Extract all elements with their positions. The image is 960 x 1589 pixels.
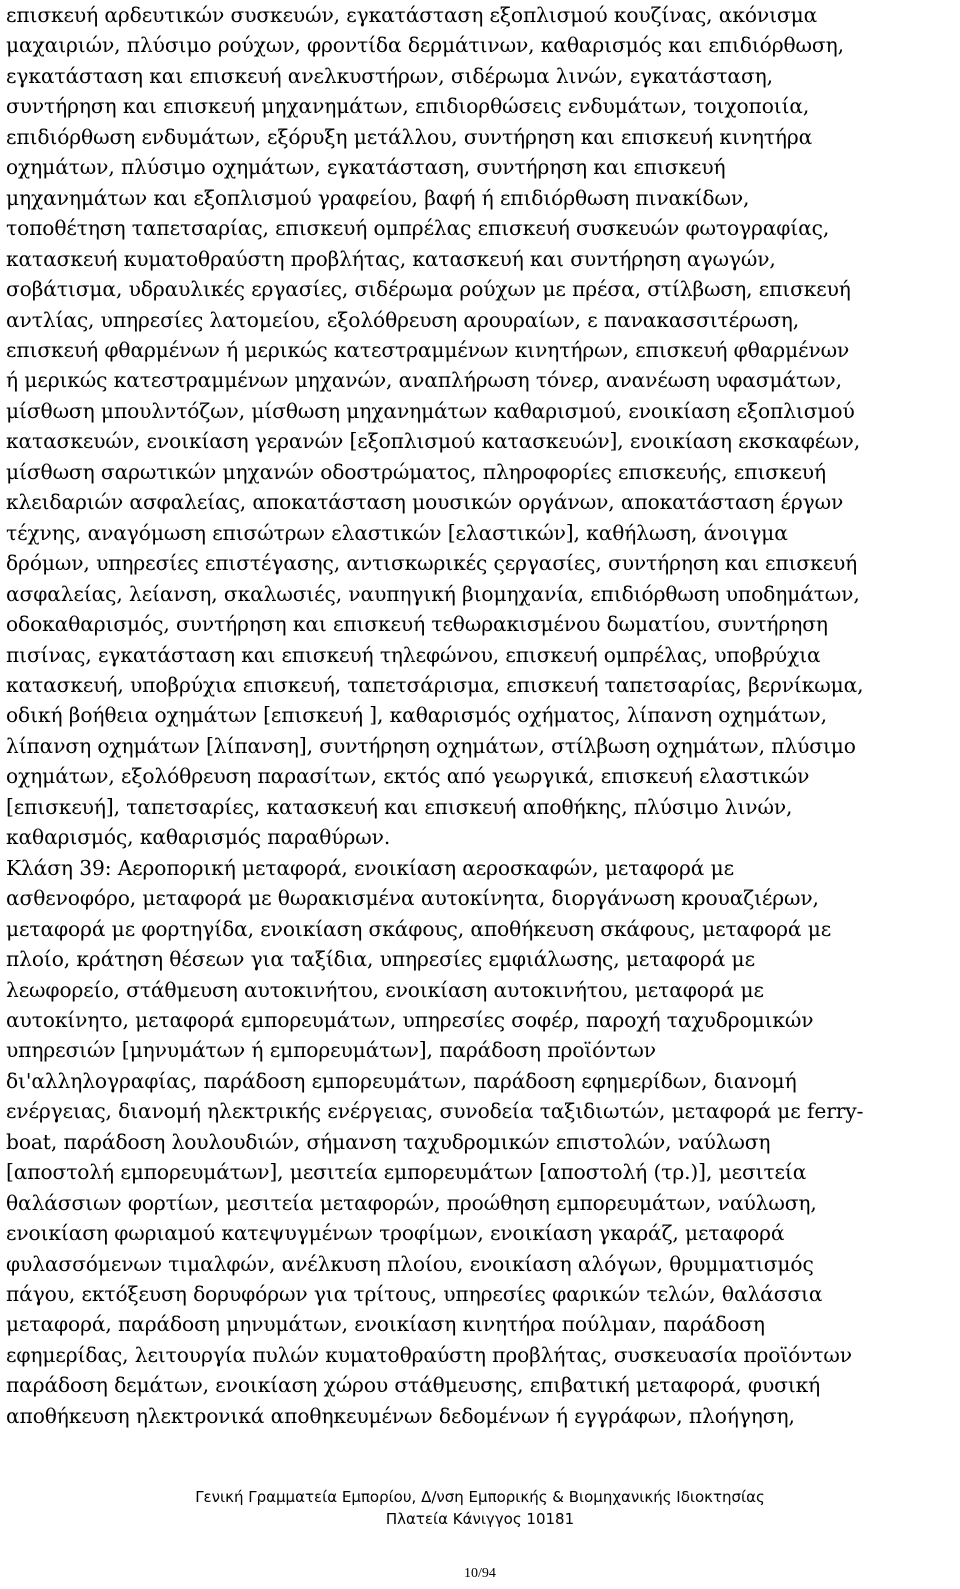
text-line: δρόμων, υπηρεσίες επιστέγασης, αντισκωρικές ςεργασίες, συντήρηση και επισκευή (6, 551, 858, 576)
text-line: οχημάτων, εξολόθρευση παρασίτων, εκτός από γεωργικά, επισκευή ελαστικών (6, 764, 810, 789)
text-line: μαχαιριών, πλύσιμο ρούχων, φροντίδα δερμάτινων, καθαρισμός και επιδιόρθωση, (6, 33, 844, 58)
text-line: λίπανση οχημάτων [λίπανση], συντήρηση οχημάτων, στίλβωση οχημάτων, πλύσιμο (6, 733, 856, 758)
text-line: μεταφορά με φορτηγίδα, ενοικίαση σκάφους, αποθήκευση σκάφους, μεταφορά με (6, 916, 832, 941)
text-line: ή μερικώς κατεστραμμένων μηχανών, αναπλήρωση τόνερ, ανανέωση υφασμάτων, (6, 368, 842, 393)
text-line: συντήρηση και επισκευή μηχανημάτων, επιδιορθώσεις ενδυμάτων, τοιχοποιία, (6, 94, 810, 119)
text-line: σοβάτισμα, υδραυλικές εργασίες, σιδέρωμα ρούχων με πρέσα, στίλβωση, επισκευή (6, 277, 851, 302)
text-line: αποθήκευση ηλεκτρονικά αποθηκευμένων δεδομένων ή εγγράφων, πλοήγηση, (6, 1403, 795, 1428)
body-text (6, 0, 954, 1431)
text-line: [επισκευή], ταπετσαρίες, κατασκευή και επισκευή αποθήκης, πλύσιμο λινών, (6, 794, 793, 819)
text-line: λεωφορείο, στάθμευση αυτοκινήτου, ενοικίαση αυτοκινήτου, μεταφορά με (6, 977, 764, 1002)
text-line: αντλίας, υπηρεσίες λατομείου, εξολόθρευση αρουραίων, ε πανακασσιτέρωση, (6, 307, 800, 332)
text-line: εφημερίδας, λειτουργία πυλών κυματοθραύστη προβλήτας, συσκευασία προϊόντων (6, 1342, 852, 1367)
text-line: παράδοση δεμάτων, ενοικίαση χώρου στάθμευσης, επιβατική μεταφορά, φυσική (6, 1373, 821, 1398)
text-line: πισίνας, εγκατάσταση και επισκευή τηλεφώνου, επισκευή ομπρέλας, υποβρύχια (6, 642, 821, 667)
page-number: 10/94 (464, 1566, 496, 1581)
text-line: οδική βοήθεια οχημάτων [επισκευή ], καθαρισμός οχήματος, λίπανση οχημάτων, (6, 703, 827, 728)
text-line: δι'αλληλογραφίας, παράδοση εμπορευμάτων, παράδοση εφημερίδων, διανομή (6, 1068, 797, 1093)
text-line: ενοικίαση φωριαμού κατεψυγμένων τροφίμων, ενοικίαση γκαράζ, μεταφορά (6, 1221, 785, 1246)
text-line: οχημάτων, πλύσιμο οχημάτων, εγκατάσταση, συντήρηση και επισκευή (6, 155, 726, 180)
text-line: κατασκευή κυματοθραύστη προβλήτας, κατασκευή και συντήρηση αγωγών, (6, 246, 776, 271)
text-line: μηχανημάτων και εξοπλισμού γραφείου, βαφή ή επιδιόρθωση πινακίδων, (6, 185, 750, 210)
text-line: boat, παράδοση λουλουδιών, σήμανση ταχυδρομικών επιστολών, ναύλωση (6, 1129, 771, 1154)
text-line: μίσθωση σαρωτικών μηχανών οδοστρώματος, πληροφορίες επισκευής, επισκευή (6, 459, 826, 484)
page-footer (0, 1486, 960, 1530)
text-line: ασθενοφόρο, μεταφορά με θωρακισμένα αυτοκίνητα, διοργάνωση κρουαζιέρων, (6, 886, 819, 911)
footer-organization: Γενική Γραμματεία Εμπορίου, Δ/νση Εμπορικής & Βιομηχανικής Ιδιοκτησίας (195, 1488, 765, 1506)
text-line: εγκατάσταση και επισκευή ανελκυστήρων, σιδέρωμα λινών, εγκατάσταση, (6, 63, 773, 88)
text-line: επιδιόρθωση ενδυμάτων, εξόρυξη μετάλλου, συντήρηση και επισκευή κινητήρα (6, 124, 813, 149)
text-line: αυτοκίνητο, μεταφορά εμπορευμάτων, υπηρεσίες σοφέρ, παροχή ταχυδρομικών (6, 1007, 814, 1032)
text-line: επισκευή αρδευτικών συσκευών, εγκατάσταση εξοπλισμού κουζίνας, ακόνισμα (6, 3, 818, 27)
text-line: [αποστολή εμπορευμάτων], μεσιτεία εμπορευμάτων [αποστολή (τρ.)], μεσιτεία (6, 1160, 807, 1185)
text-line: μίσθωση μπουλντόζων, μίσθωση μηχανημάτων καθαρισμού, ενοικίαση εξοπλισμού (6, 398, 855, 423)
text-line: τοποθέτηση ταπετσαρίας, επισκευή ομπρέλας επισκευή συσκευών φωτογραφίας, (6, 216, 830, 241)
text-line: τέχνης, αναγόμωση επισώτρων ελαστικών [ελαστικών], καθήλωση, άνοιγμα (6, 520, 788, 545)
text-line: κατασκευών, ενοικίαση γερανών [εξοπλισμού κατασκευών], ενοικίαση εκσκαφέων, (6, 429, 861, 454)
text-line: πλοίο, κράτηση θέσεων για ταξίδια, υπηρεσίες εμφιάλωσης, μεταφορά με (6, 947, 755, 972)
text-line: καθαρισμός, καθαρισμός παραθύρων. (6, 825, 391, 850)
text-line: θαλάσσιων φορτίων, μεσιτεία μεταφορών, προώθηση εμπορευμάτων, ναύλωση, (6, 1190, 817, 1215)
text-line: φυλασσόμενων τιμαλφών, ανέλκυση πλοίου, ενοικίαση αλόγων, θρυμματισμός (6, 1251, 814, 1276)
text-line: κλειδαριών ασφαλείας, αποκατάσταση μουσικών οργάνων, αποκατάσταση έργων (6, 490, 844, 515)
text-line: μεταφορά, παράδοση μηνυμάτων, ενοικίαση κινητήρα πούλμαν, παράδοση (6, 1312, 765, 1337)
class-heading-line: Κλάση 39: Αεροπορική μεταφορά, ενοικίαση αεροσκαφών, μεταφορά με (6, 855, 734, 880)
text-line: πάγου, εκτόξευση δορυφόρων για τρίτους, υπηρεσίες φαρικών τελών, θαλάσσια (6, 1282, 823, 1307)
text-line: οδοκαθαρισμός, συντήρηση και επισκευή τεθωρακισμένου δωματίου, συντήρηση (6, 612, 828, 637)
text-line: ασφαλείας, λείανση, σκαλωσιές, ναυπηγική βιομηχανία, επιδιόρθωση υποδημάτων, (6, 581, 860, 606)
text-line: ενέργειας, διανομή ηλεκτρικής ενέργειας, συνοδεία ταξιδιωτών, μεταφορά με ferry- (6, 1099, 864, 1124)
text-line: υπηρεσιών [μηνυμάτων ή εμπορευμάτων], παράδοση προϊόντων (6, 1038, 656, 1063)
footer-address: Πλατεία Κάνιγγος 10181 (385, 1510, 575, 1528)
text-line: επισκευή φθαρμένων ή μερικώς κατεστραμμένων κινητήρων, επισκευή φθαρμένων (6, 337, 850, 362)
text-line: κατασκευή, υποβρύχια επισκευή, ταπετσάρισμα, επισκευή ταπετσαρίας, βερνίκωμα, (6, 672, 864, 697)
